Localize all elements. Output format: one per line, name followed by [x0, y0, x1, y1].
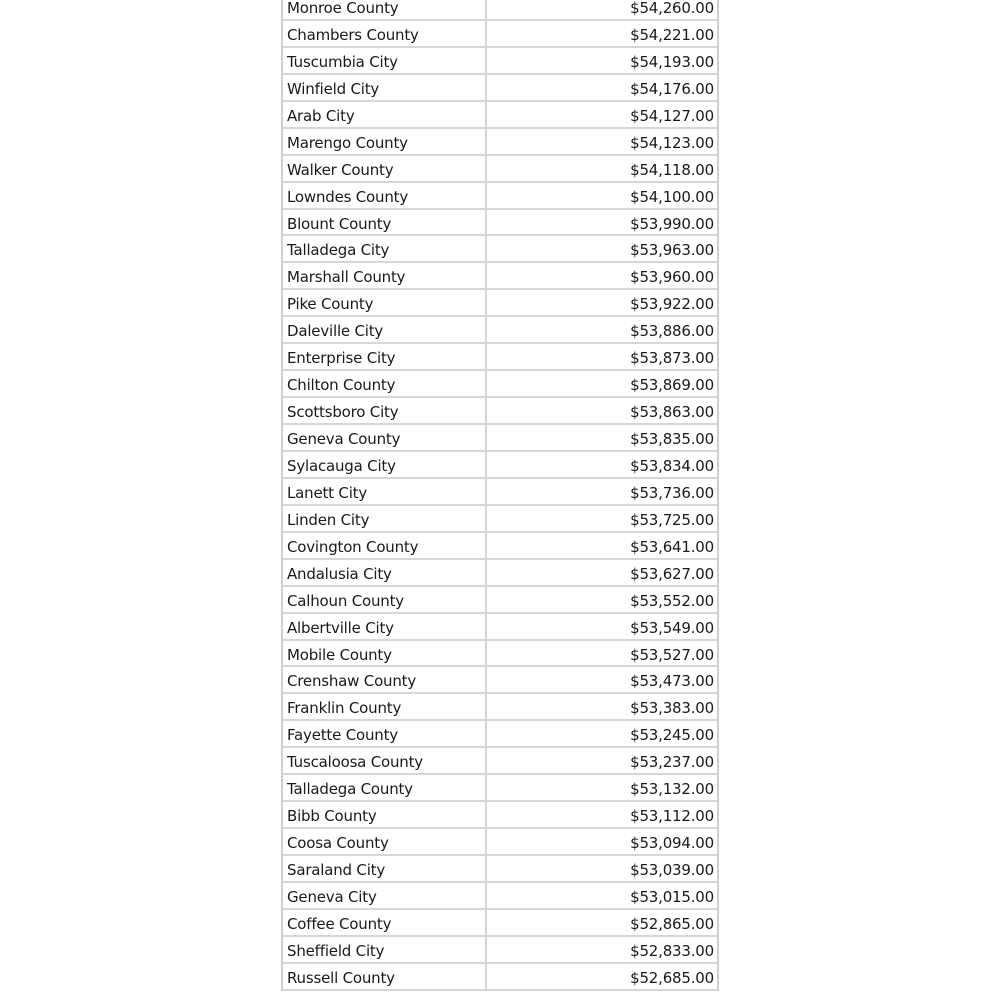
amount-cell: $54,193.00 — [630, 52, 714, 71]
district-name-cell: Daleville City — [283, 317, 487, 342]
table-row — [283, 48, 717, 75]
district-name-cell: Chambers County — [283, 21, 487, 46]
amount-cell: $54,176.00 — [630, 79, 714, 98]
table-row — [283, 641, 717, 668]
table-row — [283, 317, 717, 344]
amount-cell: $53,237.00 — [630, 753, 714, 772]
amount-cell: $53,245.00 — [630, 726, 714, 745]
district-name-cell: Lanett City — [283, 479, 487, 504]
table-row — [283, 614, 717, 641]
district-name-cell: Monroe County — [283, 0, 487, 19]
district-name-cell: Franklin County — [283, 694, 487, 719]
district-name-cell: Walker County — [283, 156, 487, 181]
district-name-cell: Coosa County — [283, 829, 487, 854]
table-row — [283, 183, 717, 210]
amount-cell: $53,549.00 — [630, 618, 714, 637]
amount-cell: $53,015.00 — [630, 887, 714, 906]
district-name-cell: Sheffield City — [283, 937, 487, 962]
amount-cell: $54,260.00 — [630, 0, 714, 17]
table-row — [283, 910, 717, 937]
table-row — [283, 236, 717, 263]
table-row — [283, 748, 717, 775]
table-row — [283, 802, 717, 829]
district-name-cell: Scottsboro City — [283, 398, 487, 423]
table-row — [283, 290, 717, 317]
district-name-cell: Covington County — [283, 533, 487, 558]
amount-cell: $53,963.00 — [630, 241, 714, 260]
amount-cell: $52,685.00 — [630, 968, 714, 987]
amount-cell: $53,835.00 — [630, 430, 714, 448]
table-row — [283, 964, 717, 991]
district-name-cell: Tuscaloosa County — [283, 748, 487, 773]
amount-cell: $53,132.00 — [630, 780, 714, 799]
amount-cell: $53,112.00 — [630, 807, 714, 826]
amount-cell: $54,100.00 — [630, 187, 714, 206]
district-name-cell: Pike County — [283, 290, 487, 315]
district-name-cell: Enterprise City — [283, 344, 487, 369]
district-name-cell: Marshall County — [283, 263, 487, 288]
table-row — [283, 856, 717, 883]
district-name-cell: Bibb County — [283, 802, 487, 827]
district-name-cell: Chilton County — [283, 371, 487, 396]
table-row — [283, 937, 717, 964]
amount-cell: $53,922.00 — [630, 295, 714, 314]
amount-cell: $53,960.00 — [630, 268, 714, 287]
table-row — [283, 0, 717, 21]
amount-cell: $53,641.00 — [630, 537, 714, 556]
district-name-cell: Talladega County — [283, 775, 487, 800]
table-row — [283, 398, 717, 425]
district-name-cell: Geneva County — [283, 425, 487, 450]
table-row — [283, 775, 717, 802]
district-name-cell: Sylacauga City — [283, 452, 487, 477]
amount-cell: $53,736.00 — [630, 483, 714, 502]
table-row — [283, 371, 717, 398]
table-row — [283, 506, 717, 533]
amount-cell: $53,627.00 — [630, 564, 714, 583]
table-row — [283, 21, 717, 48]
table-row — [283, 533, 717, 560]
table-row — [283, 263, 717, 290]
table-row — [283, 560, 717, 587]
amount-cell: $53,527.00 — [630, 645, 714, 664]
table-row — [283, 452, 717, 479]
district-name-cell: Russell County — [283, 964, 487, 989]
table-row — [283, 425, 717, 452]
amount-cell: $54,123.00 — [630, 133, 714, 152]
amount-cell: $53,863.00 — [630, 403, 714, 422]
table-row — [283, 883, 717, 910]
district-name-cell: Winfield City — [283, 75, 487, 100]
amount-cell: $53,725.00 — [630, 510, 714, 529]
table-row — [283, 479, 717, 506]
district-name-cell: Blount County — [283, 210, 487, 235]
amount-cell: $54,221.00 — [630, 25, 714, 44]
table-row — [283, 829, 717, 856]
amount-cell: $54,118.00 — [630, 160, 714, 179]
salary-table — [281, 0, 719, 991]
table-row — [283, 344, 717, 371]
district-name-cell: Andalusia City — [283, 560, 487, 585]
district-name-cell: Mobile County — [283, 641, 487, 666]
district-name-cell: Coffee County — [283, 910, 487, 935]
district-name-cell: Arab City — [283, 102, 487, 127]
amount-cell: $54,127.00 — [630, 106, 714, 125]
amount-cell: $53,039.00 — [630, 861, 714, 879]
district-name-cell: Linden City — [283, 506, 487, 531]
amount-cell: $53,990.00 — [630, 214, 714, 233]
table-row — [283, 156, 717, 183]
district-name-cell: Tuscumbia City — [283, 48, 487, 73]
amount-cell: $52,833.00 — [630, 941, 714, 960]
table-row — [283, 587, 717, 614]
district-name-cell: Crenshaw County — [283, 667, 487, 692]
table-row — [283, 694, 717, 721]
district-name-cell: Calhoun County — [283, 587, 487, 612]
district-name-cell: Fayette County — [283, 721, 487, 746]
amount-cell: $53,869.00 — [630, 376, 714, 395]
table-row — [283, 75, 717, 102]
amount-cell: $53,473.00 — [630, 672, 714, 691]
amount-cell: $53,873.00 — [630, 349, 714, 368]
district-name-cell: Lowndes County — [283, 183, 487, 208]
amount-cell: $53,886.00 — [630, 322, 714, 341]
table-row — [283, 129, 717, 156]
district-name-cell: Marengo County — [283, 129, 487, 154]
district-name-cell: Geneva City — [283, 883, 487, 908]
table-row — [283, 210, 717, 237]
district-name-cell: Talladega City — [283, 236, 487, 261]
amount-cell: $53,552.00 — [630, 591, 714, 610]
district-name-cell: Saraland City — [283, 856, 487, 881]
table-row — [283, 721, 717, 748]
district-name-cell: Albertville City — [283, 614, 487, 639]
amount-cell: $52,865.00 — [630, 914, 714, 933]
table-row — [283, 667, 717, 694]
amount-cell: $53,383.00 — [630, 699, 714, 718]
amount-cell: $53,834.00 — [630, 456, 714, 475]
amount-cell: $53,094.00 — [630, 834, 714, 853]
table-row — [283, 102, 717, 129]
